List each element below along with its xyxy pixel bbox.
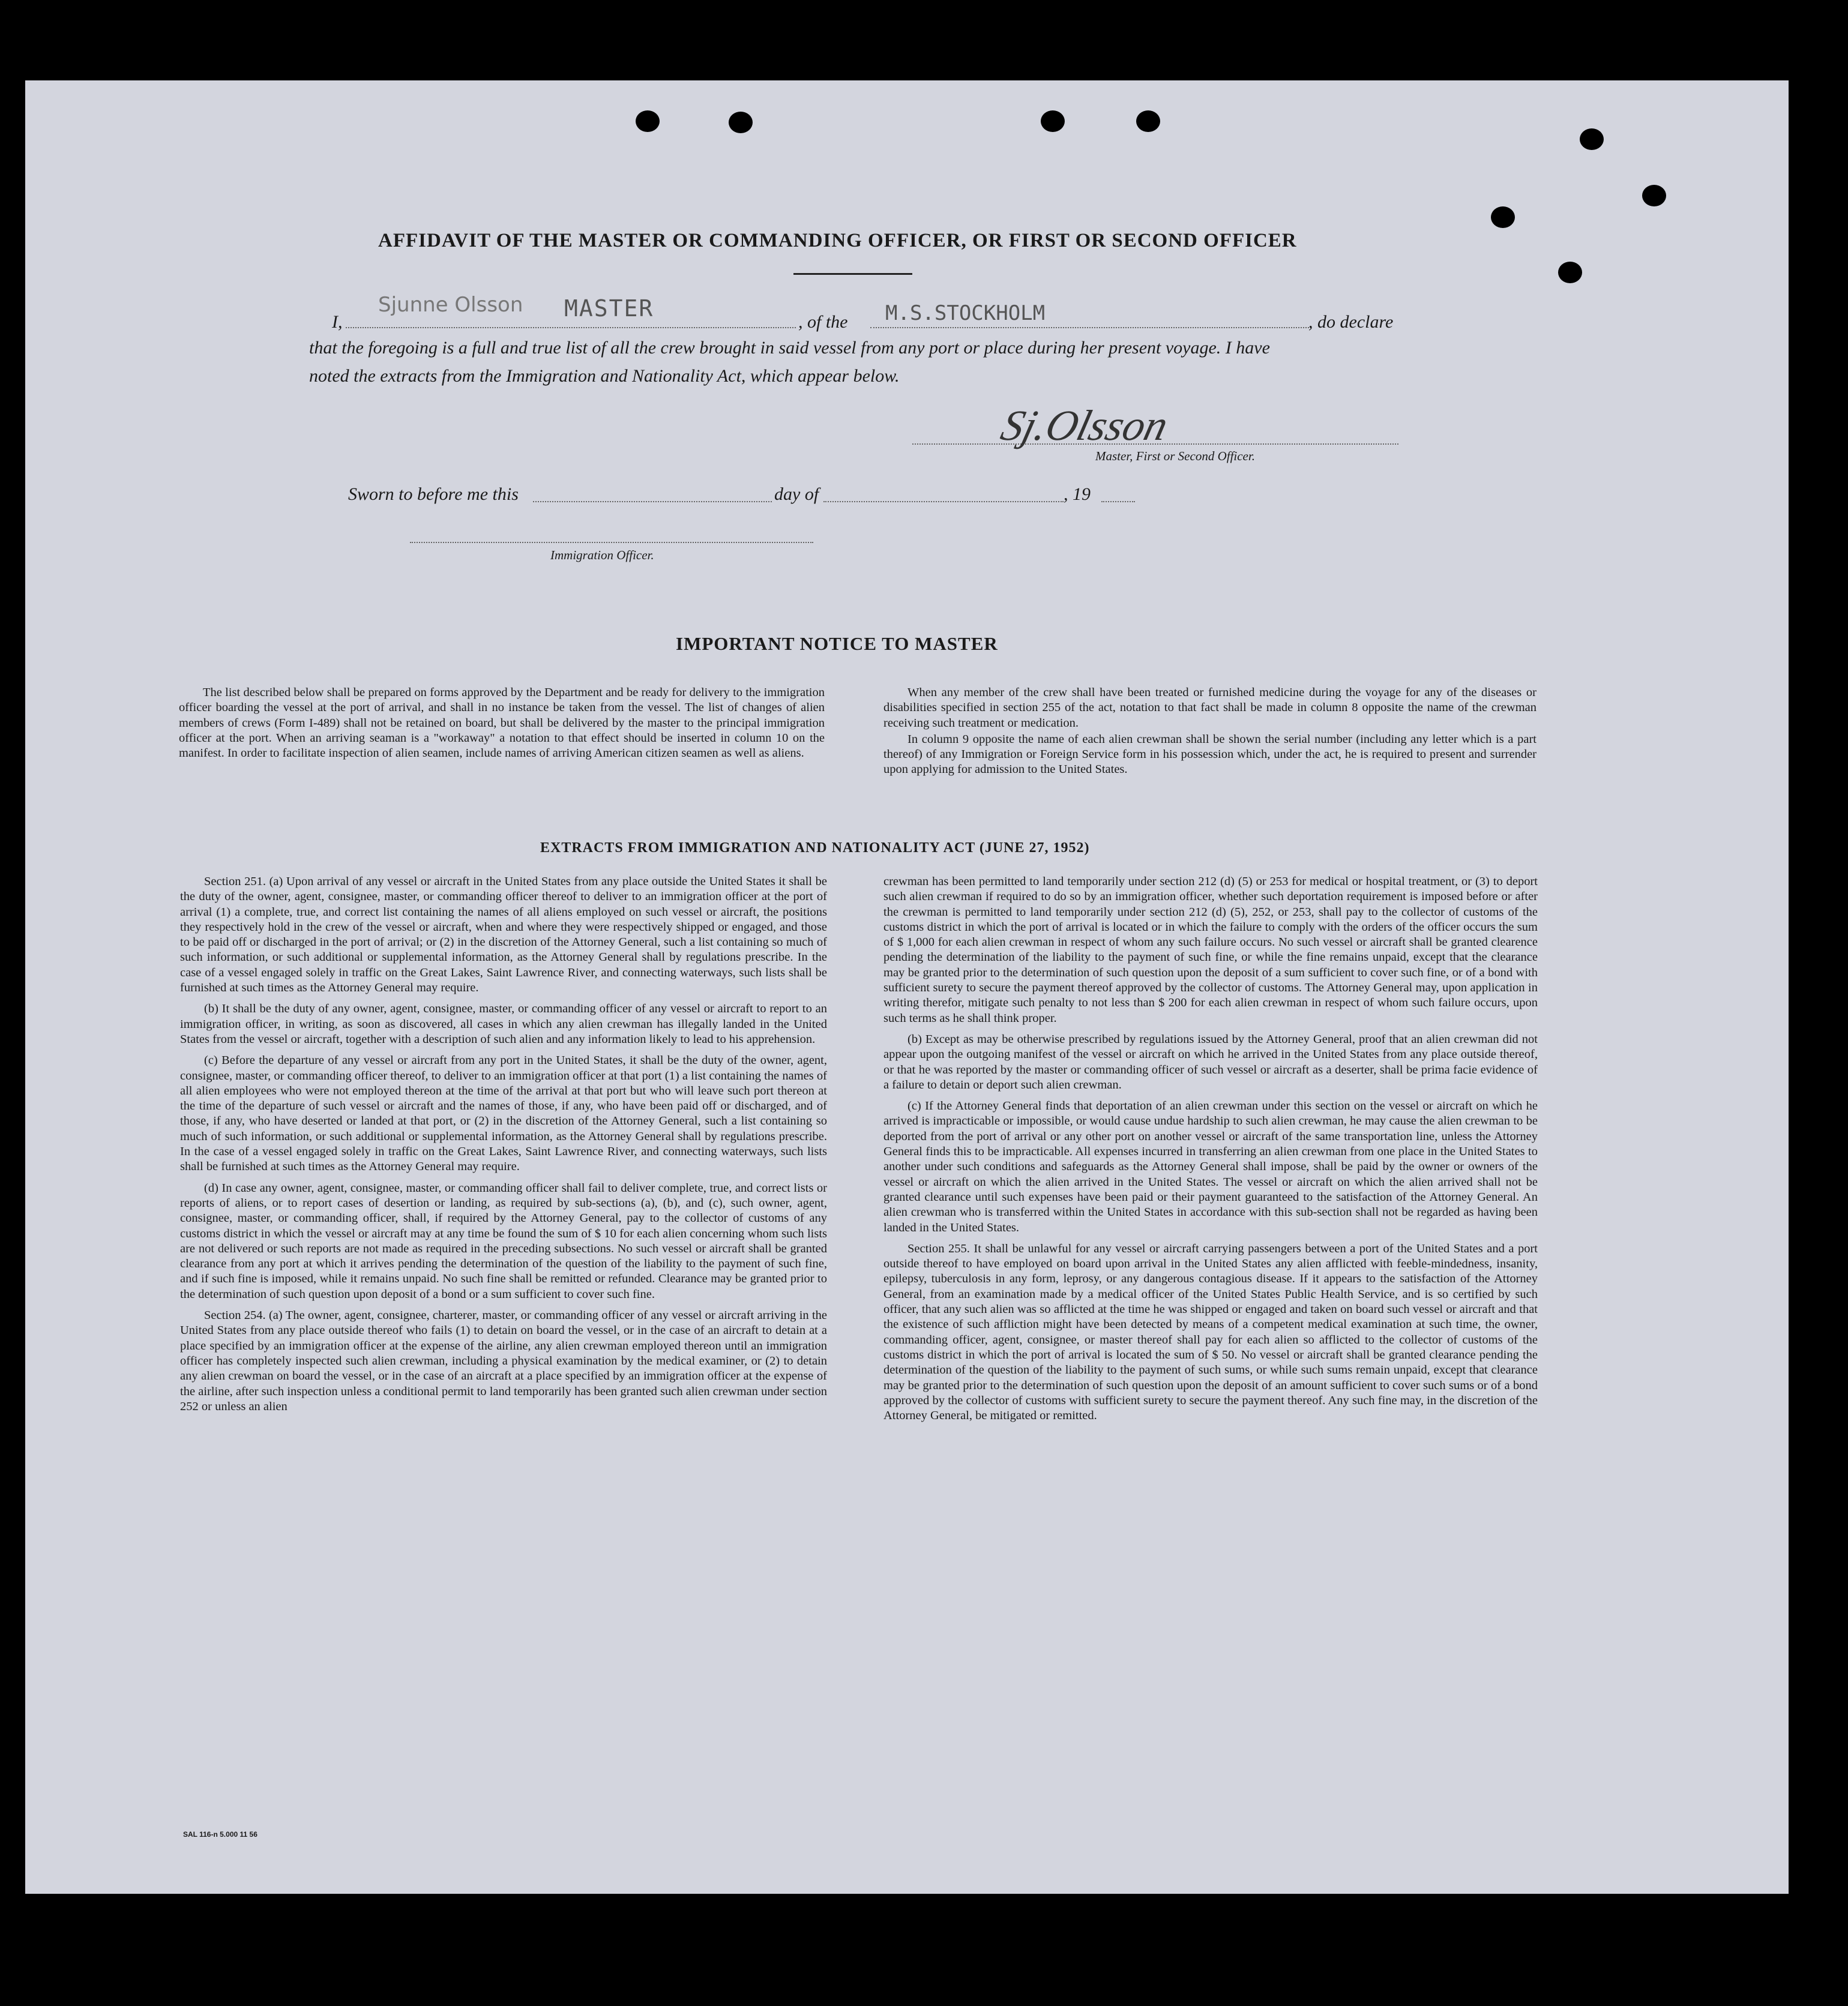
extracts-left-column <box>180 874 827 1420</box>
extract-paragraph: Section 251. (a) Upon arrival of any vessel or aircraft in the United States from any place outside the United States it shall be the duty of the owner, agent, consignee, master, or commanding officer thereof to deliver to an immigration officer at the port of arrival (1) a complete, true, and correct list containing the names of all aliens employed on such vessel or aircraft, the positions they respectively hold in the crew of the vessel or aircraft, when and where they were respectively shipped or engaged, and those to be paid off or discharged in the port of arrival; or (2) in the discretion of the Attorney General, such a list containing so much of such information, or such additional or supplemental information, as the Attorney General shall by regulations prescribe. In the case of a vessel engaged solely in traffic on the Great Lakes, Saint Lawrence River, and connecting waterways, such lists shall be furnished at such times as the Attorney General may require. <box>180 875 827 995</box>
extract-paragraph: crewman has been permitted to land temporarily under section 212 (d) (5) or 253 for medical or hospital treatment, or (3) to deport such alien crewman if required to do so by an immigration officer, whether such deportation requirement is imposed before or after the crewman is permitted to land temporarily under section 212 (d) (5), 252, or 253, shall pay to the collector of customs of the customs district in which the port of arrival is located or in which the failure to comply with the orders of the officer occurs the sum of $ 1,000 for each alien crewman in respect of whom any such failure occurs. No such vessel or aircraft shall be granted clearence pending the determination of the liability to the payment of such fine, or while the fine remains unpaid, except that the clearance may be granted prior to the determination of such question upon the deposit of a sum sufficient to cover such fine, or of a bond with sufficient surety to secure the payment thereof approved by the collector of customs. The Attorney General may, upon application in writing therefor, mitigate such penalty to not less than $ 200 for each alien crewman in respect of whom such failure occurs, upon such terms as he shall think proper. <box>883 875 1538 1025</box>
affidavit-title: AFFIDAVIT OF THE MASTER OR COMMANDING OFFICER, OR FIRST OR SECOND OFFICER <box>378 230 1297 251</box>
extract-paragraph: Section 255. It shall be unlawful for any vessel or aircraft carrying passengers between a port of the United States and a port outside thereof to have employed on board upon arrival in the United States any alien afflicted with feeble-mindedness, insanity, epilepsy, tuberculosis in any form, leprosy, or any dangerous contagious disease. If it appears to the satisfaction of the Attorney General, from an examination made by a medical officer of the United States Public Health Service, and is so certified by such officer, that any such alien was so afflicted at the time he was shipped or engaged and taken on board such vessel or aircraft and that the existence of such affliction might have been detected by means of a competent medical examination at such time, the owner, commanding officer, agent, consignee, or master thereof shall pay for each alien so afflicted to the collector of customs of the customs district in which the port of arrival is located the sum of $ 50. No vessel or aircraft shall be granted clearance pending the determination of the question of the liability to the payment of such sums, or while such sums remain unpaid, except that clearance may be granted prior to the determination of such question upon the deposit of an amount sufficient to cover such sums or of a bond approved by the collector of customs with sufficient surety to secure the payment thereof. Any such fine may, in the discretion of the Attorney General, be mitigated or remitted. <box>883 1242 1538 1423</box>
sworn-day-blank <box>533 501 772 502</box>
notice-paragraph: When any member of the crew shall have been treated or furnished medicine during the voyage for any of the diseases or disabilities specified in section 255 of the act, notation to that fact shall be made in column 8 opposite the name of the crewman receiving such treatment or medication. <box>883 686 1536 730</box>
extract-paragraph: (c) Before the departure of any vessel or aircraft from any port in the United States, it shall be the duty of the owner, agent, consignee, master, or commanding officer thereof, to deliver to an immigration officer at that port (1) a list containing the names of all alien employees who were not employed thereon at the time of the arrival at that port but who will leave such port thereon at the time of the departure of such vessel or aircraft and the names of those, if any, who have been paid off or discharged, and of those, if any, who have deserted or landed at that port, or (2) in the discretion of the Attorney General, such a list containing so much of such information, or such additional or supplemental information, as the Attorney General shall by regulations prescribe. In the case of a vessel engaged solely in traffic on the Great Lakes, Saint Lawrence River, and connecting waterways, such lists shall be furnished at such times as the Attorney General may require. <box>180 1054 827 1174</box>
vessel-typed: M.S.STOCKHOLM <box>885 301 1046 325</box>
officer-caption: Immigration Officer. <box>550 548 654 562</box>
notice-left-column <box>179 685 825 767</box>
punch-hole <box>1580 128 1604 150</box>
extracts-right-column <box>883 874 1538 1429</box>
rank-typed: MASTER <box>564 295 654 322</box>
signature-caption: Master, First or Second Officer. <box>1095 449 1255 463</box>
year-label: , 19 <box>1064 484 1091 504</box>
extract-paragraph: (d) In case any owner, agent, consignee, master, or commanding officer shall fail to deliver complete, true, and correct lists or reports of aliens, or to report cases of desertion or landing, as required by sub-sections (a), (b), and (c), such owner, agent, consignee, master, or commanding officer, shall, if required by the Attorney General, pay to the collector of customs of any customs district in which the vessel or aircraft may at any time be found the sum of $ 10 for each alien concerning whom such lists are not delivered or such reports are not made as required in the preceding subsections. No such vessel or aircraft shall be granted clearance from any port at which it arrives pending the determination of the question of the liability to the payment of such fine, and if such fine is imposed, while it remains unpaid. No such fine shall be remitted or refunded. Clearance may be granted prior to the determination of such question upon deposit of a bond or a sum sufficient to cover such fine. <box>180 1181 827 1301</box>
i-label: I, <box>332 312 343 332</box>
extract-paragraph: (c) If the Attorney General finds that deportation of an alien crewman under this section on the vessel or aircraft on which he arrived is impracticable or impossible, or would cause undue hardship to such alien crewman, he may cause the alien crewman to be deported from the port of arrival or any other port on another vessel or aircraft of the same transportation line, unless the Attorney General finds this to be impracticable. All expenses incurred in transferring an alien crewman from one place in the United States to another under such conditions and safeguards as the Attorney General shall impose, shall be paid by the owner or owners of the vessel or aircraft on which the alien arrived in the United States. The vessel or aircraft on which the alien arrived shall not be granted clearance until such expenses have been paid or their payment guaranteed to the satisfaction of the Attorney General. An alien crewman who is transferred within the United States in accordance with this sub-section shall not be regarded as having been landed in the United States. <box>883 1099 1538 1234</box>
vessel-blank <box>870 327 1311 328</box>
of-the-label: , of the <box>798 312 848 332</box>
day-of-label: day of <box>774 484 819 504</box>
notice-title: IMPORTANT NOTICE TO MASTER <box>676 633 998 654</box>
extract-paragraph: (b) Except as may be otherwise prescribed by regulations issued by the Attorney General, proof that an alien crewman did not appear upon the outgoing manifest of the vessel or aircraft on which he arrived in the United States from any place outside thereof, or that he was reported by the master or commanding officer of such vessel or aircraft as a deserter, shall be prima facie evidence of a failure to detain or deport such alien crewman. <box>883 1032 1538 1092</box>
punch-hole <box>1041 110 1065 132</box>
notice-paragraph: In column 9 opposite the name of each alien crewman shall be shown the serial number (including any letter which is a part thereof) of any Immigration or Foreign Service form in his possession which, under the act, he is required to present and surrender upon applying for admission to the United States. <box>883 732 1536 776</box>
sworn-month-blank <box>823 501 1064 502</box>
do-declare-label: , do declare <box>1308 312 1394 332</box>
extracts-title: EXTRACTS FROM IMMIGRATION AND NATIONALITY ACT (JUNE 27, 1952) <box>540 840 1090 856</box>
sworn-label: Sworn to before me this <box>348 484 519 504</box>
officer-line <box>410 542 813 543</box>
year-blank <box>1101 501 1135 502</box>
punch-hole <box>1642 185 1666 206</box>
master-name: Sjunne Olsson <box>378 293 523 317</box>
punch-hole <box>1491 206 1515 228</box>
name-blank <box>346 327 796 328</box>
declaration-line-2: that the foregoing is a full and true list of all the crew brought in said vessel from any port or place during her present voyage. I have <box>309 338 1270 358</box>
title-rule <box>793 273 912 275</box>
declaration-line-3: noted the extracts from the Immigration and Nationality Act, which appear below. <box>309 366 900 386</box>
punch-hole <box>1558 262 1582 283</box>
extract-paragraph: (b) It shall be the duty of any owner, agent, consignee, master, or commanding officer of any vessel or aircraft to report to an immigration officer, in writing, as soon as discovered, all cases in which any alien crewman has illegally landed in the United States from the vessel or aircraft, together with a description of such alien and any information likely to lead to his apprehension. <box>180 1002 827 1046</box>
punch-hole <box>1136 110 1160 132</box>
extract-paragraph: Section 254. (a) The owner, agent, consignee, charterer, master, or commanding officer of any vessel or aircraft arriving in the United States from any place outside thereof who fails (1) to detain on board the vessel, or in the case of an aircraft to detain at a place specified by an immigration officer at the expense of the airline, any alien crewman employed thereon until an immigration officer has completely inspected such alien crewman, including a physical examination by the medical examiner, or (2) to detain any alien crewman on board the vessel, or in the case of an aircraft at a place specified by an immigration officer at the expense of the airline, after such inspection unless a conditional permit to land temporarily has been granted such alien crewman under section 252 or unless an alien <box>180 1309 827 1413</box>
punch-hole <box>636 110 660 132</box>
notice-paragraph: The list described below shall be prepared on forms approved by the Department and be ready for delivery to the immigration officer boarding the vessel at the port of arrival, and shall in no instance be taken from the vessel. The list of changes of alien members of crews (Form I-489) shall not be retained on board, but shall be delivered by the master to the principal immigration officer at the port. When an arriving seaman is a "workaway" a notation to that effect should be inserted in column 10 on the manifest. In order to facilitate inspection of alien seamen, include names of arriving American citizen seamen as well as aliens. <box>179 686 825 760</box>
signature: Sj.Olsson <box>996 401 1173 449</box>
form-code: SAL 116-n 5.000 11 56 <box>183 1830 257 1839</box>
notice-right-column <box>883 685 1536 784</box>
punch-hole <box>729 112 753 133</box>
